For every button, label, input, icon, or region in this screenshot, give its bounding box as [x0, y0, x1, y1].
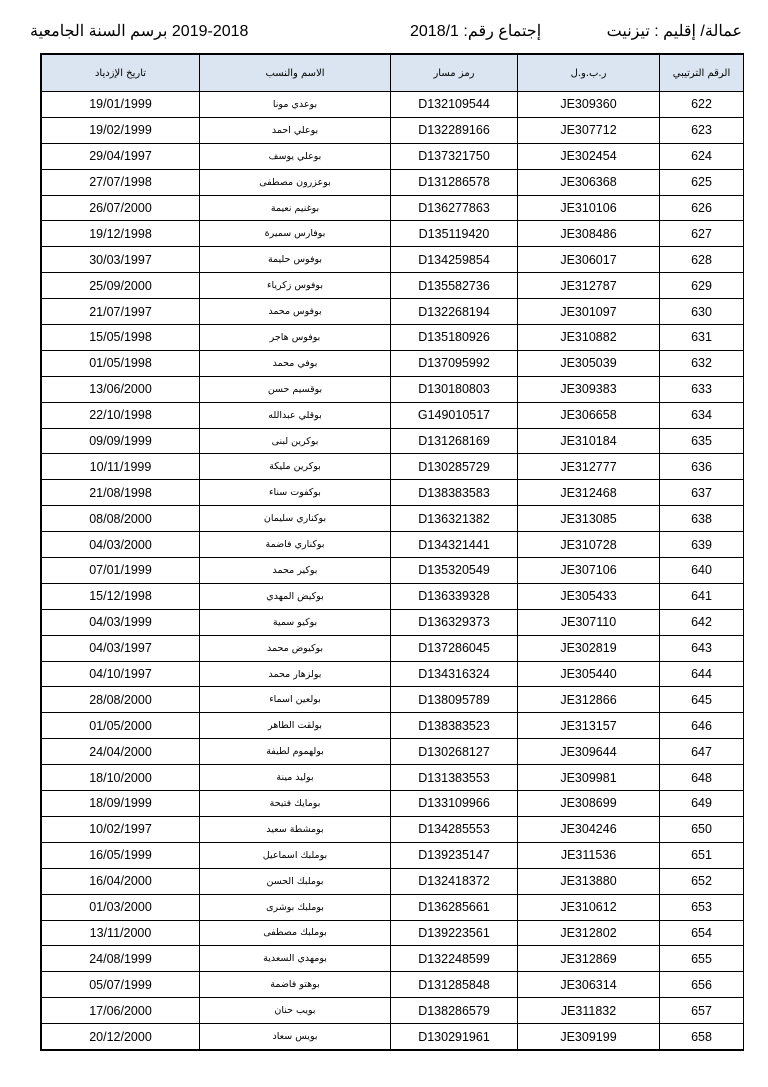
cell-number: 650: [660, 816, 744, 842]
cell-dob: 17/06/2000: [42, 998, 200, 1024]
cell-massar: D131285848: [391, 972, 518, 998]
cell-number: 646: [660, 713, 744, 739]
cell-cin: JE310728: [518, 532, 660, 558]
cell-name: بوكير محمد: [200, 558, 391, 584]
cell-name: بوعلي يوسف: [200, 143, 391, 169]
cell-cin: JE312777: [518, 454, 660, 480]
cell-massar: D135582736: [391, 273, 518, 299]
cell-cin: JE306658: [518, 402, 660, 428]
cell-name: بوعزرون مصطفى: [200, 169, 391, 195]
cell-name: بوفي محمد: [200, 350, 391, 376]
cell-massar: D138095789: [391, 687, 518, 713]
cell-name: بومهدي السعدية: [200, 946, 391, 972]
cell-cin: JE308486: [518, 221, 660, 247]
cell-massar: D135320549: [391, 558, 518, 584]
cell-cin: JE312802: [518, 920, 660, 946]
cell-number: 640: [660, 558, 744, 584]
cell-cin: JE307712: [518, 117, 660, 143]
cell-name: بوعلي احمد: [200, 117, 391, 143]
cell-dob: 01/05/1998: [42, 350, 200, 376]
cell-name: بوكرين لبنى: [200, 428, 391, 454]
cell-name: بولزهار محمد: [200, 661, 391, 687]
table-row: [42, 325, 744, 351]
cell-number: 644: [660, 661, 744, 687]
cell-dob: 27/07/1998: [42, 169, 200, 195]
meeting-number-label: إجتماع رقم: 2018/1: [410, 23, 542, 40]
cell-massar: D137321750: [391, 143, 518, 169]
cell-number: 638: [660, 506, 744, 532]
cell-cin: JE312869: [518, 946, 660, 972]
table-row: [42, 221, 744, 247]
table-row: [42, 920, 744, 946]
cell-name: بوكيو سمية: [200, 609, 391, 635]
table-row: [42, 842, 744, 868]
cell-name: بوعدي مونا: [200, 92, 391, 118]
table-row: [42, 532, 744, 558]
cell-dob: 19/01/1999: [42, 92, 200, 118]
cell-massar: D134321441: [391, 532, 518, 558]
table-row: [42, 609, 744, 635]
cell-dob: 15/12/1998: [42, 583, 200, 609]
cell-massar: D136285661: [391, 894, 518, 920]
table-row: [42, 998, 744, 1024]
table-row: [42, 117, 744, 143]
cell-name: بوكيوض محمد: [200, 635, 391, 661]
cell-dob: 19/12/1998: [42, 221, 200, 247]
cell-cin: JE311536: [518, 842, 660, 868]
cell-name: بوفوس زكرياء: [200, 273, 391, 299]
cell-number: 651: [660, 842, 744, 868]
cell-number: 629: [660, 273, 744, 299]
cell-number: 657: [660, 998, 744, 1024]
cell-massar: D134285553: [391, 816, 518, 842]
table-row: [42, 350, 744, 376]
cell-dob: 16/05/1999: [42, 842, 200, 868]
cell-number: 647: [660, 739, 744, 765]
cell-dob: 18/09/1999: [42, 791, 200, 817]
cell-massar: D132248599: [391, 946, 518, 972]
cell-name: بوكرين مليكة: [200, 454, 391, 480]
table-row: [42, 428, 744, 454]
table-row: [42, 791, 744, 817]
cell-name: بوملبك مصطفى: [200, 920, 391, 946]
cell-massar: D137286045: [391, 635, 518, 661]
cell-massar: D136277863: [391, 195, 518, 221]
cell-number: 623: [660, 117, 744, 143]
cell-cin: JE301097: [518, 299, 660, 325]
cell-number: 632: [660, 350, 744, 376]
cell-dob: 10/02/1997: [42, 816, 200, 842]
cell-name: بويس سعاد: [200, 1024, 391, 1050]
province-label: عمالة/ إقليم : تيزنيت: [606, 23, 742, 40]
cell-name: بوهتو فاضمة: [200, 972, 391, 998]
table-row: [42, 661, 744, 687]
cell-massar: D139223561: [391, 920, 518, 946]
cell-number: 636: [660, 454, 744, 480]
cell-massar: D138383583: [391, 480, 518, 506]
cell-massar: D137095992: [391, 350, 518, 376]
cell-cin: JE305039: [518, 350, 660, 376]
cell-massar: D139235147: [391, 842, 518, 868]
table-row: [42, 894, 744, 920]
table-row: [42, 687, 744, 713]
cell-cin: JE310612: [518, 894, 660, 920]
cell-cin: JE311832: [518, 998, 660, 1024]
column-header-name: الاسم والنسب: [200, 55, 391, 92]
cell-number: 634: [660, 402, 744, 428]
table-row: [42, 454, 744, 480]
students-table: [40, 53, 744, 1051]
cell-name: بوكيض المهدي: [200, 583, 391, 609]
cell-cin: JE305433: [518, 583, 660, 609]
cell-cin: JE312468: [518, 480, 660, 506]
table-row: [42, 195, 744, 221]
cell-number: 643: [660, 635, 744, 661]
cell-number: 654: [660, 920, 744, 946]
table-row: [42, 946, 744, 972]
cell-cin: JE313085: [518, 506, 660, 532]
table-row: [42, 816, 744, 842]
cell-name: بوفارس سميرة: [200, 221, 391, 247]
cell-cin: JE309383: [518, 376, 660, 402]
cell-name: بوملبك الحسن: [200, 868, 391, 894]
cell-name: بوغنيم نعيمة: [200, 195, 391, 221]
cell-cin: JE302454: [518, 143, 660, 169]
cell-dob: 22/10/1998: [42, 402, 200, 428]
cell-massar: D134316324: [391, 661, 518, 687]
cell-massar: D132109544: [391, 92, 518, 118]
cell-massar: G149010517: [391, 402, 518, 428]
cell-number: 630: [660, 299, 744, 325]
cell-cin: JE312866: [518, 687, 660, 713]
table-row: [42, 868, 744, 894]
cell-cin: JE306017: [518, 247, 660, 273]
table-row: [42, 739, 744, 765]
cell-cin: JE310106: [518, 195, 660, 221]
cell-dob: 15/05/1998: [42, 325, 200, 351]
cell-massar: D131383553: [391, 765, 518, 791]
cell-cin: JE310184: [518, 428, 660, 454]
cell-massar: D132268194: [391, 299, 518, 325]
table-body: [42, 92, 744, 1050]
cell-number: 625: [660, 169, 744, 195]
cell-massar: D130268127: [391, 739, 518, 765]
cell-name: بولهموم لطيفة: [200, 739, 391, 765]
cell-massar: D136329373: [391, 609, 518, 635]
cell-massar: D136339328: [391, 583, 518, 609]
cell-cin: JE310882: [518, 325, 660, 351]
table-row: [42, 972, 744, 998]
table-row: [42, 1024, 744, 1050]
column-header-massar: رمز مسار: [391, 55, 518, 92]
cell-massar: D131286578: [391, 169, 518, 195]
cell-number: 653: [660, 894, 744, 920]
cell-massar: D131268169: [391, 428, 518, 454]
cell-massar: D138286579: [391, 998, 518, 1024]
table-row: [42, 635, 744, 661]
cell-dob: 19/02/1999: [42, 117, 200, 143]
cell-massar: D130291961: [391, 1024, 518, 1050]
cell-massar: D130180803: [391, 376, 518, 402]
cell-name: بوكفوت سناء: [200, 480, 391, 506]
page-header: [30, 21, 742, 49]
cell-massar: D134259854: [391, 247, 518, 273]
table-row: [42, 402, 744, 428]
cell-number: 645: [660, 687, 744, 713]
table-row: [42, 169, 744, 195]
table-row: [42, 273, 744, 299]
cell-dob: 16/04/2000: [42, 868, 200, 894]
cell-dob: 28/08/2000: [42, 687, 200, 713]
cell-dob: 26/07/2000: [42, 195, 200, 221]
cell-number: 652: [660, 868, 744, 894]
cell-dob: 13/11/2000: [42, 920, 200, 946]
cell-massar: D130285729: [391, 454, 518, 480]
cell-name: بوفوس حليمة: [200, 247, 391, 273]
cell-cin: JE309199: [518, 1024, 660, 1050]
cell-dob: 29/04/1997: [42, 143, 200, 169]
cell-dob: 08/08/2000: [42, 506, 200, 532]
cell-number: 655: [660, 946, 744, 972]
table-row: [42, 765, 744, 791]
cell-dob: 05/07/1999: [42, 972, 200, 998]
cell-massar: D136321382: [391, 506, 518, 532]
column-header-number: الرقم الترتيبي: [660, 55, 744, 92]
cell-name: بوملبك بوشرى: [200, 894, 391, 920]
cell-dob: 04/03/2000: [42, 532, 200, 558]
cell-dob: 04/03/1997: [42, 635, 200, 661]
cell-dob: 07/01/1999: [42, 558, 200, 584]
cell-number: 656: [660, 972, 744, 998]
cell-number: 641: [660, 583, 744, 609]
cell-dob: 25/09/2000: [42, 273, 200, 299]
cell-dob: 01/03/2000: [42, 894, 200, 920]
cell-cin: JE307106: [518, 558, 660, 584]
cell-cin: JE305440: [518, 661, 660, 687]
cell-number: 624: [660, 143, 744, 169]
cell-number: 635: [660, 428, 744, 454]
cell-name: بومايك فتيحة: [200, 791, 391, 817]
cell-dob: 18/10/2000: [42, 765, 200, 791]
cell-dob: 01/05/2000: [42, 713, 200, 739]
cell-dob: 10/11/1999: [42, 454, 200, 480]
cell-cin: JE306314: [518, 972, 660, 998]
cell-cin: JE309360: [518, 92, 660, 118]
cell-number: 648: [660, 765, 744, 791]
cell-name: بوفوس محمد: [200, 299, 391, 325]
cell-name: بوقلي عبدالله: [200, 402, 391, 428]
cell-massar: D132418372: [391, 868, 518, 894]
cell-massar: D135180926: [391, 325, 518, 351]
cell-dob: 20/12/2000: [42, 1024, 200, 1050]
table-header-row: [42, 55, 744, 92]
cell-massar: D133109966: [391, 791, 518, 817]
cell-cin: JE308699: [518, 791, 660, 817]
table-row: [42, 299, 744, 325]
cell-name: بوكناري سليمان: [200, 506, 391, 532]
cell-number: 649: [660, 791, 744, 817]
cell-number: 622: [660, 92, 744, 118]
cell-cin: JE307110: [518, 609, 660, 635]
table-row: [42, 583, 744, 609]
cell-dob: 21/08/1998: [42, 480, 200, 506]
cell-number: 631: [660, 325, 744, 351]
cell-number: 637: [660, 480, 744, 506]
table-row: [42, 143, 744, 169]
cell-dob: 21/07/1997: [42, 299, 200, 325]
cell-name: بوليد مينة: [200, 765, 391, 791]
cell-cin: JE304246: [518, 816, 660, 842]
cell-name: بوملبك اسماعيل: [200, 842, 391, 868]
table-row: [42, 92, 744, 118]
cell-number: 642: [660, 609, 744, 635]
cell-dob: 04/03/1999: [42, 609, 200, 635]
cell-cin: JE302819: [518, 635, 660, 661]
cell-number: 627: [660, 221, 744, 247]
cell-cin: JE313157: [518, 713, 660, 739]
cell-massar: D138383523: [391, 713, 518, 739]
cell-dob: 04/10/1997: [42, 661, 200, 687]
table-row: [42, 480, 744, 506]
cell-number: 633: [660, 376, 744, 402]
cell-dob: 24/08/1999: [42, 946, 200, 972]
cell-cin: JE309981: [518, 765, 660, 791]
cell-cin: JE306368: [518, 169, 660, 195]
cell-dob: 24/04/2000: [42, 739, 200, 765]
cell-number: 658: [660, 1024, 744, 1050]
cell-cin: JE309644: [518, 739, 660, 765]
cell-number: 639: [660, 532, 744, 558]
table-row: [42, 713, 744, 739]
table-row: [42, 558, 744, 584]
table-row: [42, 247, 744, 273]
table-row: [42, 376, 744, 402]
cell-name: بوفوس هاجر: [200, 325, 391, 351]
cell-dob: 09/09/1999: [42, 428, 200, 454]
cell-dob: 30/03/1997: [42, 247, 200, 273]
cell-name: بولقت الطاهر: [200, 713, 391, 739]
column-header-dob: تاريخ الإزدياد: [42, 55, 200, 92]
cell-name: بوكناري فاضمة: [200, 532, 391, 558]
academic-year-label: 2019-2018 برسم السنة الجامعية: [30, 23, 249, 40]
cell-massar: D135119420: [391, 221, 518, 247]
cell-name: بومشطة سعيد: [200, 816, 391, 842]
cell-name: بويب حنان: [200, 998, 391, 1024]
table-row: [42, 506, 744, 532]
column-header-cin: ر.ب.و.ل: [518, 55, 660, 92]
cell-name: بوقسيم حسن: [200, 376, 391, 402]
cell-name: بولعين اسماء: [200, 687, 391, 713]
cell-massar: D132289166: [391, 117, 518, 143]
cell-number: 626: [660, 195, 744, 221]
cell-number: 628: [660, 247, 744, 273]
cell-dob: 13/06/2000: [42, 376, 200, 402]
cell-cin: JE312787: [518, 273, 660, 299]
cell-cin: JE313880: [518, 868, 660, 894]
